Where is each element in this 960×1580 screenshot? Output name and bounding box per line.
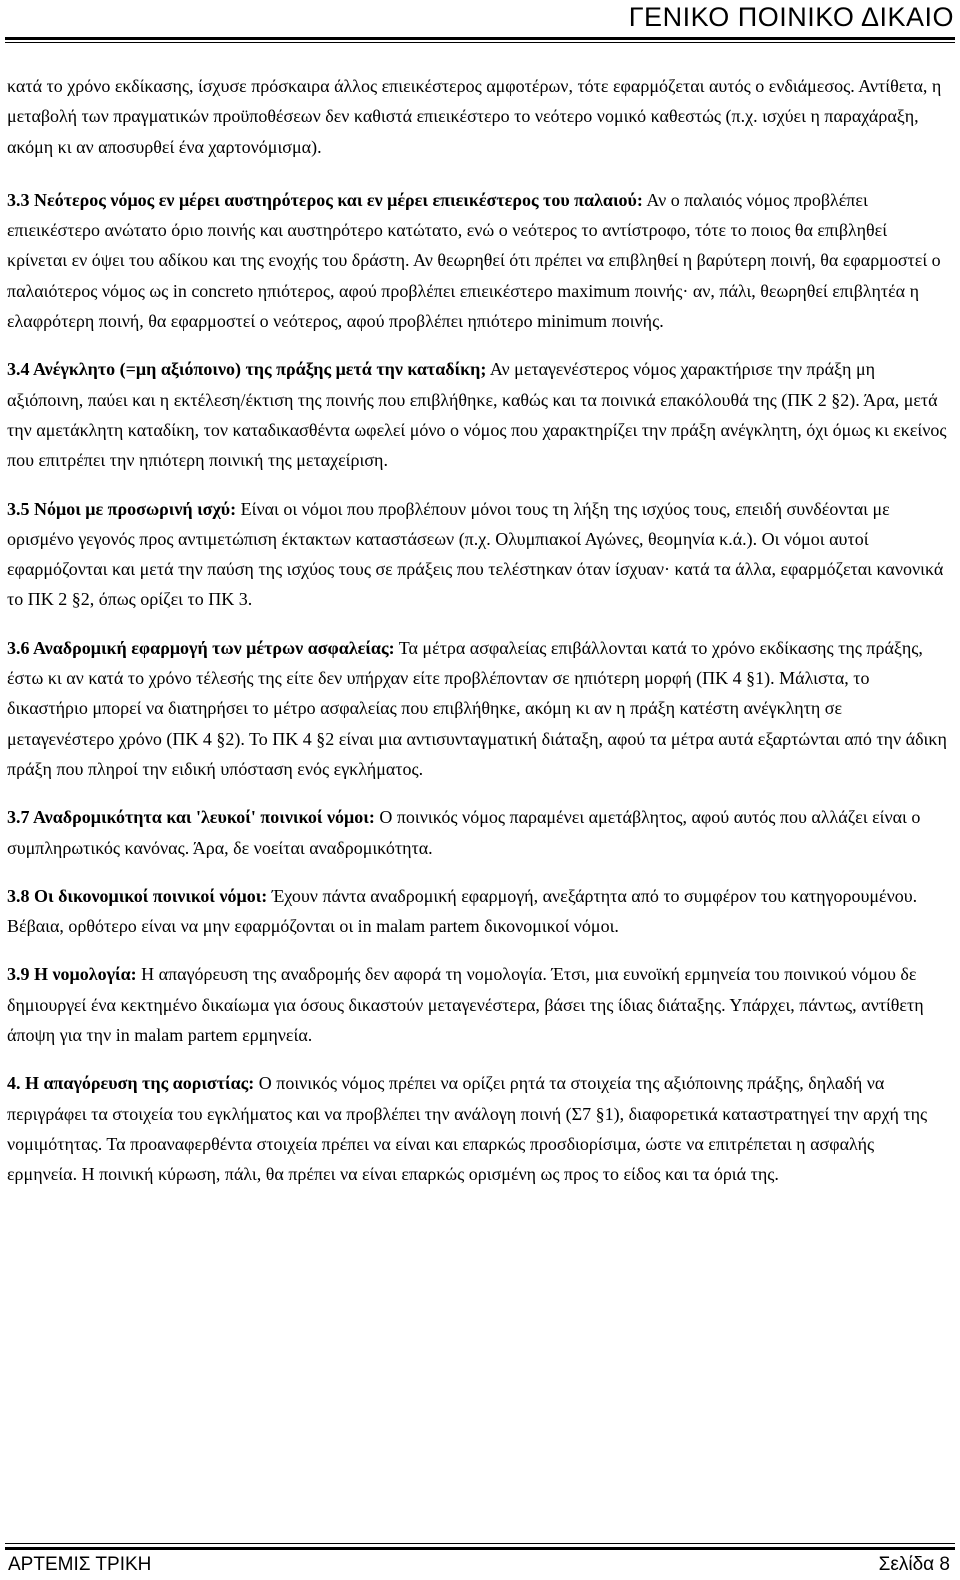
page-number: Σελίδα 8	[878, 1554, 950, 1575]
section-heading: 3.9 Η νομολογία:	[7, 964, 137, 985]
section-heading: 3.3 Νεότερος νόμος εν μέρει αυστηρότερος και εν μέρει επιεικέστερος του παλαιού:	[7, 189, 643, 210]
paragraph-3-4	[7, 354, 947, 475]
footer-rule-thin	[5, 1543, 955, 1544]
section-heading: 4. Η απαγόρευση της αοριστίας:	[7, 1073, 255, 1094]
header-rule-thick	[5, 37, 955, 40]
paragraph-text: Έχουν πάντα αναδρομική εφαρμογή, ανεξάρτητα από το συμφέρον του κατηγορουμένου. Βέβαια, ορθότερο είναι να μην εφαρμόζονται οι in malam partem δικονομικοί νόμοι.	[7, 885, 918, 937]
paragraph-3-7	[7, 802, 947, 863]
paragraph-text: Ο ποινικός νόμος παραμένει αμετάβλητος, αφού αυτός που αλλάζει είναι ο συμπληρωτικός κανόνας. Άρα, δε νοείται αναδρομικότητα.	[7, 807, 921, 858]
paragraph-text: Είναι οι νόμοι που προβλέπουν μόνοι τους τη λήξη της ισχύος τους, επειδή συνδέονται με ορισμένο γεγονός προς αντιμετώπιση έκτακτων καταστάσεων (π.χ. Ολυμπιακοί Αγώνες, θεομηνία κ.ά.). Οι νόμοι αυτοί εφαρμόζονται και μετά την παύση της ισχύος τους σε πράξεις που τελέστηκαν όταν ίσχυαν· κατά τα άλλα, εφαρμόζεται κανονικά το ΠΚ 2 §2, όπως ορίζει το ΠΚ 3.	[7, 498, 944, 610]
paragraph-3-5	[7, 494, 947, 615]
footer-rule-thick	[5, 1547, 955, 1550]
paragraph-3-9	[7, 959, 947, 1050]
paragraph-continuation	[7, 71, 947, 162]
paragraph-text: Αν ο παλαιός νόμος προβλέπει επιεικέστερο ανώτατο όριο ποινής και αυστηρότερο κατώτατο, ενώ ο νεότερος το αντίστροφο, τότε το ποιος θα επιβληθεί κρίνεται εν όψει του αδίκου και της ενοχής του δράστη. Αν θεωρηθεί ότι πρέπει να επιβληθεί η βαρύτερη ποινή, θα εφαρμοστεί ο παλαιότερος νόμος ως in concreto ηπιότερος, αφού προβλέπει επιεικέστερο maximum ποινής· αν, πάλι, θεωρηθεί επιβλητέα η ελαφρότερη ποινή, θα εφαρμοστεί ο νεότερος, αφού προβλέπει ηπιότερο minimum ποινής.	[7, 189, 941, 332]
paragraph-text: Ο ποινικός νόμος πρέπει να ορίζει ρητά τα στοιχεία της αξιόποινης πράξης, δηλαδή να περιγράφει τα στοιχεία του εγκλήματος και να προβλέπει την ανάλογη ποινή (Σ7 §1), διαφορετικά καταστρατηγεί την αρχή της νομιμότητας. Τα προαναφερθέντα στοιχεία πρέπει να είναι και επαρκώς προσδιορίσιμα, ώστε να επιτρέπεται η ασφαλής ερμηνεία. Η ποινική κύρωση, πάλι, θα πρέπει να είναι επαρκώς ορισμένη ως προς το είδος και τα όριά της.	[7, 1073, 928, 1185]
paragraph-text: Αν μεταγενέστερος νόμος χαρακτήρισε την πράξη μη αξιόποινη, παύει και η εκτέλεση/έκτιση της ποινής που επιβλήθηκε, καθώς και τα ποινικά επακόλουθά της (ΠΚ 2 §2). Άρα, μετά την αμετάκλητη καταδίκη, τον καταδικασθέντα ωφελεί μόνο ο νόμος που χαρακτηρίζει την πράξη ανέγκλητη, όχι όμως κι εκείνος που επιτρέπει την ηπιότερη ποινική της μεταχείριση.	[7, 359, 947, 471]
paragraph-text: Η απαγόρευση της αναδρομής δεν αφορά τη νομολογία. Έτσι, μια ευνοϊκή ερμηνεία του ποινικού νόμου δε δημιουργεί ένα κεκτημένο δικαίωμα για όσους δικαστούν μεταγενέστερα, βάσει της ίδιας διάταξης. Υπάρχει, πάντως, αντίθετη άποψη για την in malam partem ερμηνεία.	[7, 964, 924, 1046]
header-title: ΓΕΝΙΚΟ ΠΟΙΝΙΚΟ ΔΙΚΑΙΟ	[628, 2, 954, 32]
running-footer	[8, 1551, 950, 1579]
header-rule-thin	[5, 42, 955, 43]
section-heading: 3.8 Οι δικονομικοί ποινικοί νόμοι:	[7, 885, 268, 906]
page-body	[7, 71, 947, 1190]
footer-author: ΑΡΤΕΜΙΣ ΤΡΙΚΗ	[8, 1554, 152, 1575]
paragraph-3-3	[7, 185, 947, 336]
paragraph-4	[7, 1068, 947, 1189]
section-heading: 3.7 Αναδρομικότητα και 'λευκοί' ποινικοί νόμοι:	[7, 807, 375, 828]
running-header	[0, 0, 954, 40]
paragraph-text: Τα μέτρα ασφαλείας επιβάλλονται κατά το χρόνο εκδίκασης της πράξης, έστω κι αν κατά το χρόνο τέλεσής της είτε δεν υπήρχαν είτε προβλέπονταν σε ηπιότερη μορφή (ΠΚ 4 §1). Μάλιστα, το δικαστήριο μπορεί να διατηρήσει το μέτρο ασφαλείας που επιβλήθηκε, ακόμη κι αν η πράξη κατέστη ανέγκλητη σε μεταγενέστερο χρόνο (ΠΚ 4 §2). Το ΠΚ 4 §2 είναι μια αντισυνταγματική διάταξη, αφού τα μέτρα αυτά εξαρτώνται από την άδικη πράξη που πληροί την ειδική υπόσταση ενός εγκλήματος.	[7, 637, 947, 779]
section-heading: 3.4 Ανέγκλητο (=μη αξιόποινο) της πράξης μετά την καταδίκη;	[7, 359, 487, 380]
section-heading: 3.6 Αναδρομική εφαρμογή των μέτρων ασφαλείας:	[7, 637, 395, 658]
paragraph-3-8	[7, 881, 947, 942]
paragraph-text: κατά το χρόνο εκδίκασης, ίσχυσε πρόσκαιρα άλλος επιεικέστερος αμφοτέρων, τότε εφαρμόζεται αυτός ο ενδιάμεσος. Αντίθετα, η μεταβολή των πραγματικών προϋποθέσεων δεν καθιστά επιεικέστερο το νεότερο νομικό καθεστώς (π.χ. ισχύει η παραχάραξη, ακόμη κι αν αποσυρθεί ένα χαρτονόμισμα).	[7, 76, 942, 157]
section-heading: 3.5 Νόμοι με προσωρινή ισχύ:	[7, 498, 237, 519]
paragraph-3-6	[7, 633, 947, 784]
